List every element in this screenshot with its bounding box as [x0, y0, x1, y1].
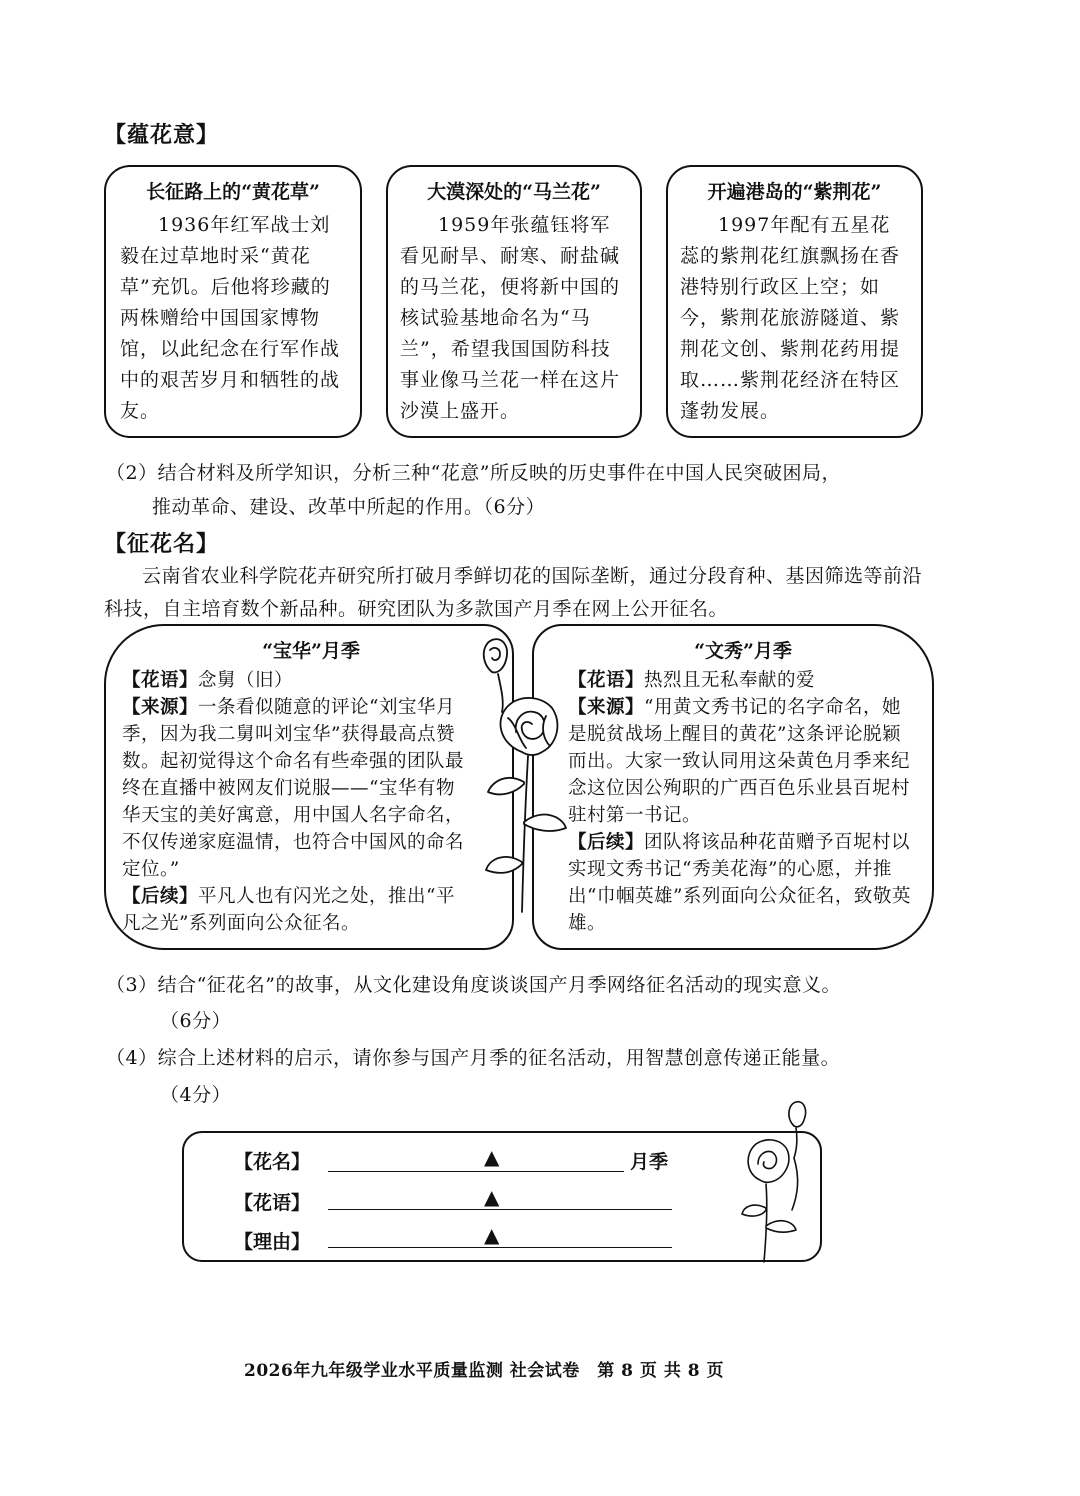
question-4-line2: （4分） — [160, 1084, 232, 1106]
answer-marker-icon: ▲ — [484, 1223, 500, 1247]
card-title: “文秀”月季 — [694, 640, 792, 662]
flower-name-field[interactable] — [328, 1171, 624, 1172]
laiyuan-label: 【来源】 — [568, 697, 645, 718]
section-title-huayi: 【蕴花意】 — [104, 122, 220, 148]
card-baohua — [104, 624, 514, 950]
card-content — [568, 667, 918, 937]
card-wenxiu — [532, 624, 934, 950]
section-title-zhenghuaming: 【征花名】 — [104, 531, 220, 557]
rose-illustration-icon — [462, 632, 582, 922]
card-body: 1997年配有五星花蕊的紫荆花红旗飘扬在香港特别行政区上空；如今，紫荆花旅游隧道、紫荆花文创、紫荆花药用提取……紫荆花经济在特区蓬勃发展。 — [680, 214, 901, 422]
card-body: 1936年红军战士刘毅在过草地时采“黄花草”充饥。后他将珍藏的两株赠给中国国家博物馆，以此纪念在行军作战中的艰苦岁月和牺牲的战友。 — [120, 214, 341, 422]
card-title: “宝华”月季 — [262, 640, 360, 662]
card-content — [122, 667, 472, 937]
houxu-text: 平凡人也有闪光之处，推出“平凡之光”系列面向公众征名。 — [122, 886, 455, 934]
question-2-line1: （2）结合材料及所学知识，分析三种“花意”所反映的历史事件在中国人民突破困局， — [106, 462, 842, 484]
answer-marker-icon: ▲ — [484, 1185, 500, 1209]
houxu-text: 团队将该品种花苗赠予百坭村以实现文秀书记“秀美花海”的心愿，并推出“巾帼英雄”系列面向公众征名，致敬英雄。 — [568, 832, 911, 934]
flower-language-field[interactable] — [328, 1209, 672, 1210]
question-4-line1: （4）综合上述材料的启示，请你参与国产月季的征名活动，用智慧创意传递正能量。 — [106, 1047, 841, 1069]
card-body: 1959年张蕴钰将军看见耐旱、耐寒、耐盐碱的马兰花，便将新中国的核试验基地命名为“马兰”，希望我国国防科技事业像马兰花一样在这片沙漠上盛开。 — [400, 214, 621, 422]
card-title: 大漠深处的“马兰花” — [427, 181, 601, 203]
card-title: 开遍港岛的“紫荆花” — [707, 181, 882, 203]
flower-name-label: 【花名】 — [234, 1151, 311, 1173]
card-zijinghua — [666, 165, 923, 438]
question-3-line2: （6分） — [160, 1010, 232, 1032]
laiyuan-text: 一条看似随意的评论“刘宝华月季，因为我二舅叫刘宝华”获得最高点赞数。起初觉得这个命名有些牵强的团队最终在直播中被网友们说服——“宝华有物华天宝的美好寓意，用中国人名字命名，不仅传递家庭温情，也符合中国风的命名定位。” — [122, 697, 465, 880]
intro-paragraph: 云南省农业科学院花卉研究所打破月季鲜切花的国际垄断，通过分段育种、基因筛选等前沿科技，自主培育数个新品种。研究团队为多款国产月季在网上公开征名。 — [104, 565, 923, 620]
huayu-label: 【花语】 — [122, 670, 199, 691]
rose-small-icon — [736, 1098, 826, 1264]
huayu-label: 【花语】 — [568, 670, 645, 691]
reason-field[interactable] — [328, 1247, 672, 1248]
reason-label: 【理由】 — [234, 1231, 311, 1253]
huayu-text: 热烈且无私奉献的爱 — [644, 670, 816, 691]
laiyuan-label: 【来源】 — [122, 697, 199, 718]
answer-form-box — [182, 1131, 822, 1262]
flower-language-label: 【花语】 — [234, 1192, 311, 1214]
question-2-line2: 推动革命、建设、改革中所起的作用。（6分） — [152, 496, 546, 518]
houxu-label: 【后续】 — [568, 832, 645, 853]
answer-marker-icon: ▲ — [484, 1145, 500, 1169]
laiyuan-text: “用黄文秀书记的名字命名，她是脱贫战场上醒目的黄花”这条评论脱颖而出。大家一致认同用这朵黄色月季来纪念这位因公殉职的广西百色乐业县百坭村驻村第一书记。 — [568, 697, 911, 826]
flower-name-suffix: 月季 — [630, 1151, 669, 1173]
huayu-text: 念舅（旧） — [198, 670, 294, 691]
card-malanhua — [386, 165, 642, 438]
houxu-label: 【后续】 — [122, 886, 199, 907]
card-title: 长征路上的“黄花草” — [146, 181, 320, 203]
card-huanghuacao — [104, 165, 362, 438]
question-3-line1: （3）结合“征花名”的故事，从文化建设角度谈谈国产月季网络征名活动的现实意义。 — [106, 974, 842, 996]
page-footer: 2026年九年级学业水平质量监测 社会试卷 第 8 页 共 8 页 — [244, 1361, 724, 1381]
